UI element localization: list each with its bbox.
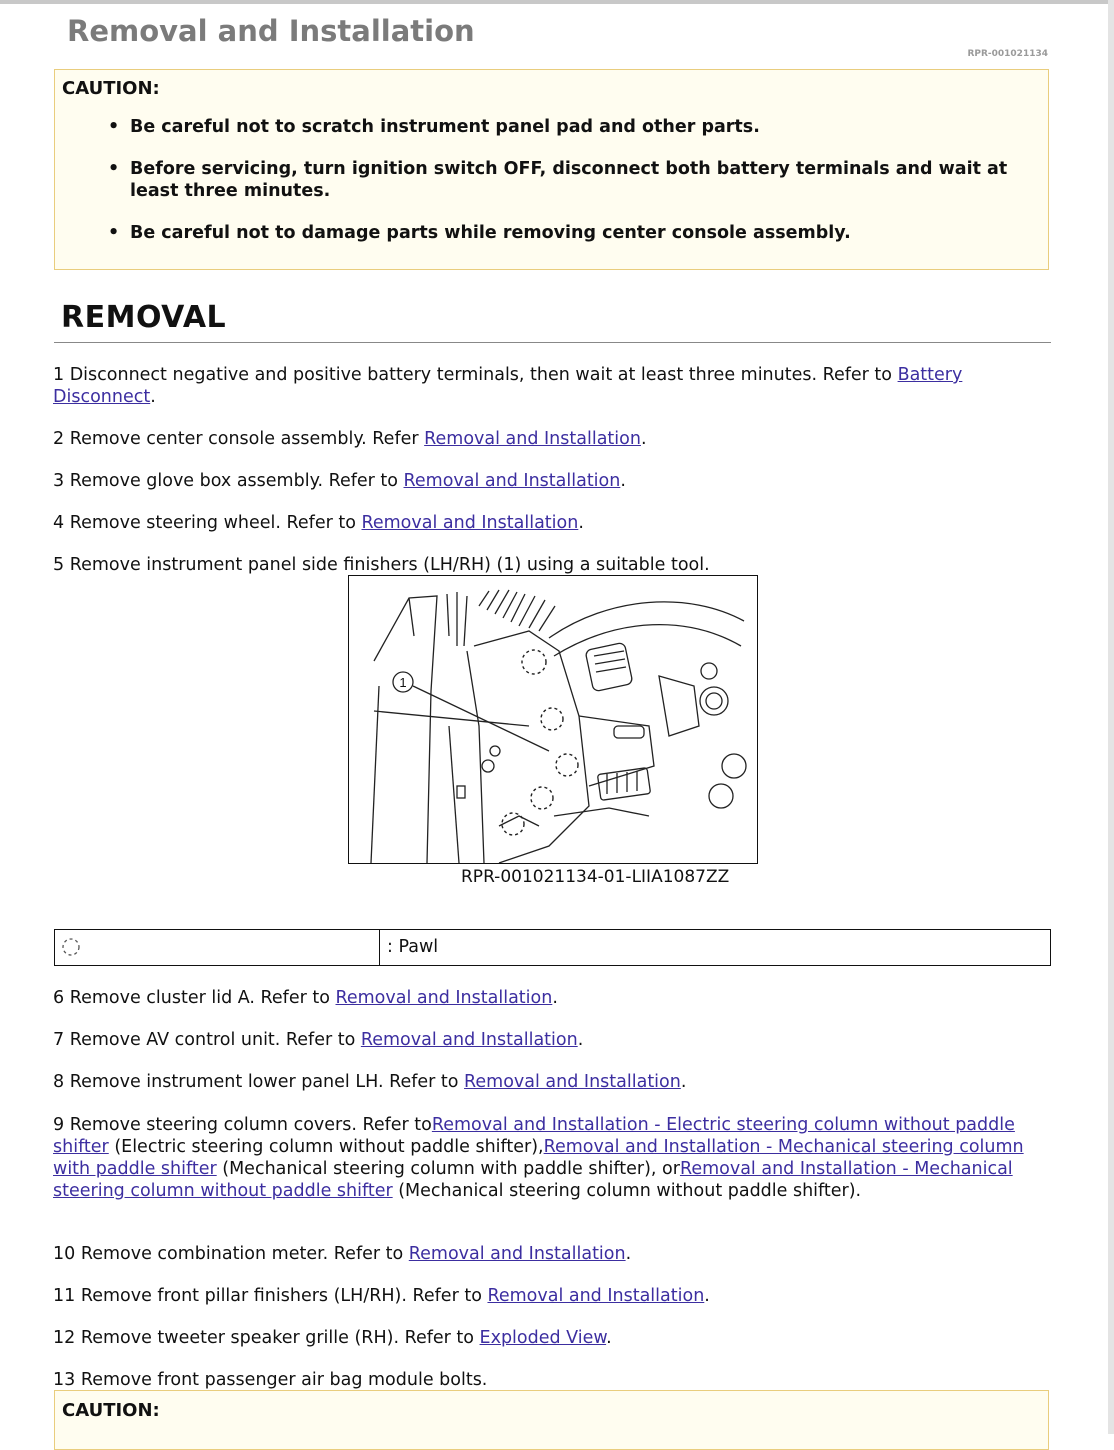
heading-divider [54,342,1051,343]
step-4: 4 Remove steering wheel. Refer to Removal and Installation. [53,513,584,533]
mechanical-steering-column-no-paddle-link[interactable]: Removal and Installation - Mechanical steering column without paddle shifter [53,1159,1013,1201]
removal-installation-link[interactable]: Removal and Installation [424,429,641,449]
removal-installation-link[interactable]: Removal and Installation [408,1244,626,1264]
caution-list [55,116,1048,264]
caution-box [54,1390,1049,1450]
step-10: 10 Remove combination meter. Refer to Removal and Installation. [53,1244,632,1264]
electric-steering-column-link[interactable]: Removal and Installation - Electric steering column without paddle shifter [53,1115,1015,1157]
legend-table [54,929,1051,966]
mechanical-steering-column-paddle-link[interactable]: Removal and Installation - Mechanical steering column with paddle shifter [53,1137,1024,1179]
removal-heading: REMOVAL [61,300,227,335]
step-11: 11 Remove front pillar finishers (LH/RH). Refer to Removal and Installation. [53,1286,710,1306]
callout-number: 1 [399,675,407,690]
step-2: 2 Remove center console assembly. Refer Removal and Installation. [53,429,647,449]
removal-installation-link[interactable]: Removal and Installation [487,1286,705,1306]
battery-disconnect-link[interactable]: Battery Disconnect [53,365,963,407]
step-7: 7 Remove AV control unit. Refer to Removal and Installation. [53,1030,584,1050]
removal-installation-link[interactable]: Removal and Installation [361,513,579,533]
step-3: 3 Remove glove box assembly. Refer to Removal and Installation. [53,471,626,491]
step-6: 6 Remove cluster lid A. Refer to Removal and Installation. [53,988,558,1008]
bullet-icon: • [108,117,120,137]
removal-installation-link[interactable]: Removal and Installation [360,1030,578,1050]
step-8: 8 Remove instrument lower panel LH. Refer to Removal and Installation. [53,1072,687,1092]
figure-caption: RPR-001021134-01-LIIA1087ZZ [461,867,730,887]
caution-item: • Before servicing, turn ignition switch OFF, disconnect both battery terminals and wait at least three minutes. [108,159,1008,201]
instrument-panel-side-finisher-illustration [349,576,757,863]
step-13: 13 Remove front passenger air bag module bolts. [53,1370,488,1390]
top-border [0,0,1114,4]
bullet-icon: • [108,159,120,179]
pawl-icon [60,936,84,960]
step-5: 5 Remove instrument panel side finishers (LH/RH) (1) using a suitable tool. [53,555,710,575]
legend-label: : Pawl [387,937,439,957]
caution-title: CAUTION: [62,1400,160,1421]
right-border [1108,0,1114,1434]
bullet-icon: • [108,223,120,243]
step-1: 1 Disconnect negative and positive battery terminals, then wait at least three minutes. Refer to Battery Disconnect. [53,365,963,407]
caution-item: • Be careful not to damage parts while removing center console assembly. [108,223,851,243]
instrument-panel-figure [348,575,758,864]
step-9: 9 Remove steering column covers. Refer toRemoval and Installation - Electric steering column without paddle shifter (Electric steering column without paddle shifter),Removal and Installation - Mechanical steering column with paddle shifter (Mechanical steering column with paddle shifter), orRemoval and Installation - Mechanical steering column without paddle shifter (Mechanical steering column without paddle shifter). [53,1115,1024,1201]
removal-installation-link[interactable]: Removal and Installation [403,471,621,491]
document-id: RPR-001021134 [967,49,1048,59]
exploded-view-link[interactable]: Exploded View [479,1328,607,1348]
caution-title: CAUTION: [62,78,160,99]
removal-installation-link[interactable]: Removal and Installation [335,988,553,1008]
caution-item: • Be careful not to scratch instrument panel pad and other parts. [108,117,760,137]
caution-box [54,69,1049,270]
step-12: 12 Remove tweeter speaker grille (RH). Refer to Exploded View. [53,1328,612,1348]
page-title: Removal and Installation [67,14,475,48]
removal-installation-link[interactable]: Removal and Installation [464,1072,681,1092]
legend-icon-cell [55,930,380,965]
